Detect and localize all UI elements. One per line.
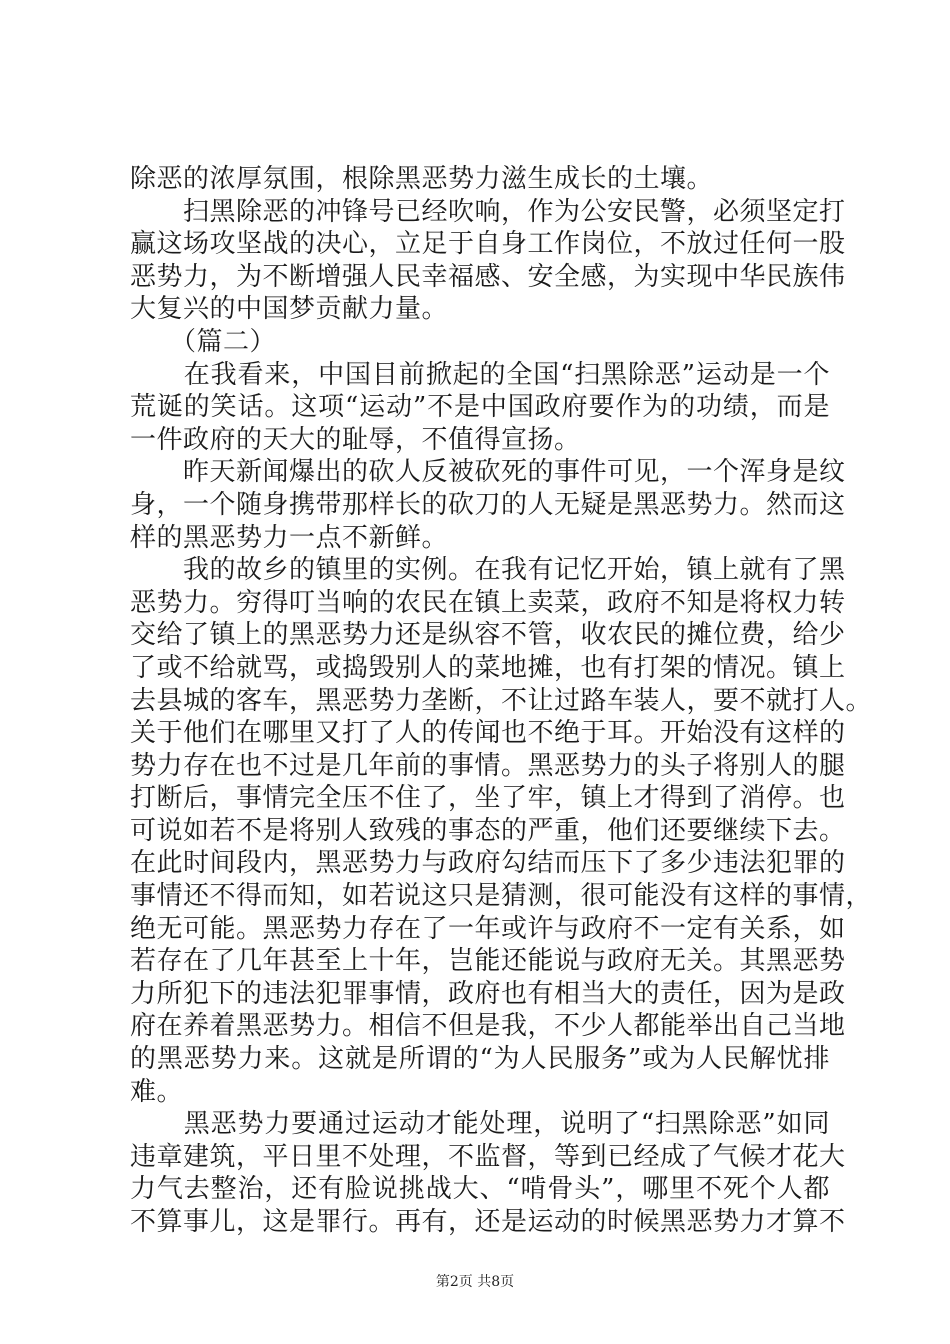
text-line: 去县城的客车，黑恶势力垄断，不让过路车装人，要不就打人。 [130,685,873,716]
text-line: 事情还不得而知，如若说这只是猜测，很可能没有这样的事情， [130,881,873,912]
text-line: 不算事儿，这是罪行。再有，还是运动的时候黑恶势力才算不 [130,1207,846,1237]
text-line: 恶势力，为不断增强人民幸福感、安全感，为实现中华民族伟 [130,261,846,292]
text-line: 绝无可能。黑恶势力存在了一年或许与政府不一定有关系，如 [130,913,846,944]
text-line: 扫黑除恶的冲锋号已经吹响，作为公安民警，必须坚定打 [130,196,846,227]
text-line: 昨天新闻爆出的砍人反被砍死的事件可见，一个浑身是纹 [130,457,846,488]
text-line: 样的黑恶势力一点不新鲜。 [130,522,449,553]
text-line: 交给了镇上的黑恶势力还是纵容不管，收农民的摊位费，给少 [130,620,846,651]
text-line: 一件政府的天大的耻辱，不值得宣扬。 [130,424,581,455]
text-line: 难。 [130,1076,184,1107]
text-line: 身，一个随身携带那样长的砍刀的人无疑是黑恶势力。然而这 [130,489,846,520]
text-line: 大复兴的中国梦贡献力量。 [130,294,449,325]
text-line: 荒诞的笑话。这项“运动”不是中国政府要作为的功绩，而是 [130,392,830,423]
text-line: 的黑恶势力来。这就是所谓的“为人民服务”或为人民解忧排 [130,1044,830,1075]
text-line: 打断后，事情完全压不住了，坐了牢，镇上才得到了消停。也 [130,783,846,814]
text-line: 力所犯下的违法犯罪事情，政府也有相当大的责任，因为是政 [130,978,846,1009]
text-line: 除恶的浓厚氛围，根除黑恶势力滋生成长的土壤。 [130,164,714,194]
text-line: 关于他们在哪里又打了人的传闻也不绝于耳。开始没有这样的 [130,718,846,749]
text-line: 我的故乡的镇里的实例。在我有记忆开始，镇上就有了黑 [130,555,846,586]
document-body [130,163,873,1239]
text-line: （篇二） [130,326,277,357]
text-line: 违章建筑，平日里不处理，不监督，等到已经成了气候才花大 [130,1141,846,1172]
text-line: 可说如若不是将别人致残的事态的严重，他们还要继续下去。 [130,815,846,846]
text-line: 赢这场攻坚战的决心，立足于自身工作岗位，不放过任何一股 [130,229,846,260]
text-line: 势力存在也不过是几年前的事情。黑恶势力的头子将别人的腿 [130,750,846,781]
text-line: 府在养着黑恶势力。相信不但是我，不少人都能举出自己当地 [130,1011,846,1042]
text-line: 力气去整治，还有脸说挑战大、“啃骨头”，哪里不死个人都 [130,1174,830,1205]
text-line: 了或不给就骂，或捣毁别人的菜地摊，也有打架的情况。镇上 [130,652,846,683]
text-line: 黑恶势力要通过运动才能处理，说明了“扫黑除恶”如同 [130,1109,830,1140]
text-line: 在此时间段内，黑恶势力与政府勾结而压下了多少违法犯罪的 [130,848,846,879]
text-line: 若存在了几年甚至上十年，岂能还能说与政府无关。其黑恶势 [130,946,846,977]
text-line: 恶势力。穷得叮当响的农民在镇上卖菜，政府不知是将权力转 [130,587,846,618]
text-line: 在我看来，中国目前掀起的全国“扫黑除恶”运动是一个 [130,359,830,390]
page-footer: 第2页 共8页 [435,1274,515,1290]
